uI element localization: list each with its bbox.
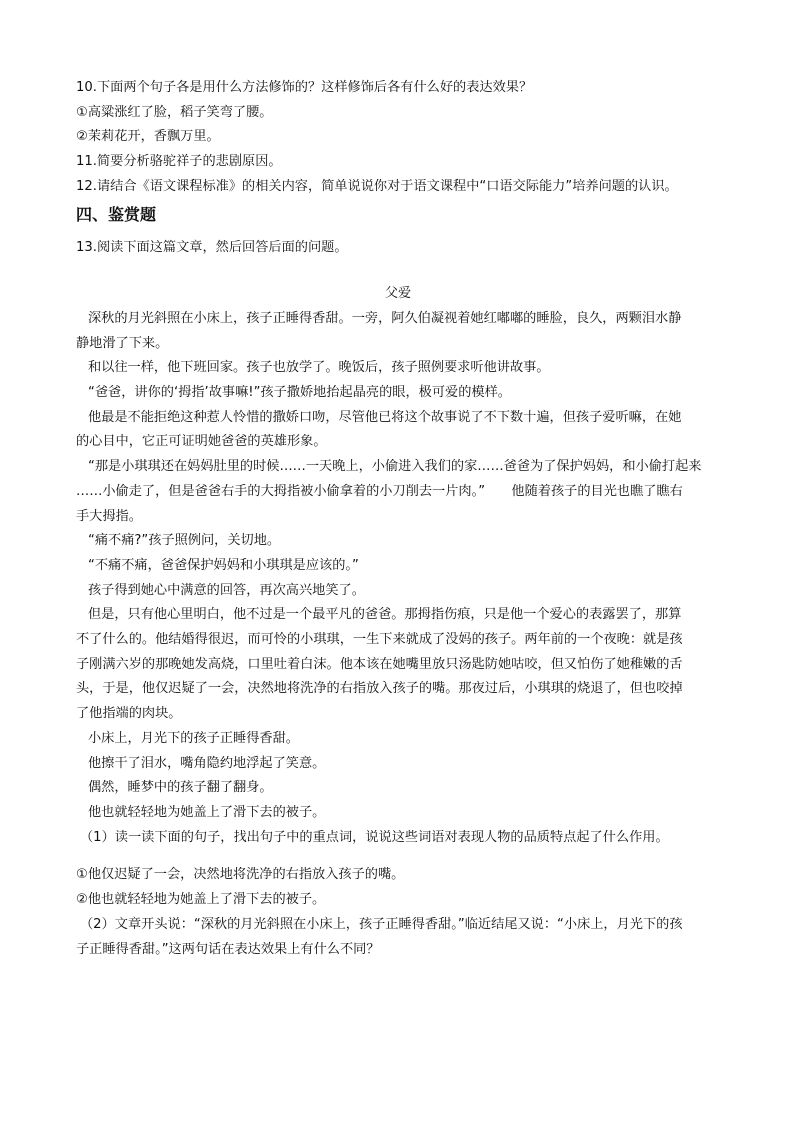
article-paragraph-6: “痛不痛?”孩子照例问，关切地。 xyxy=(88,533,281,549)
subquestion-2-line-1: （2）文章开头说：“深秋的月光斜照在小床上，孩子正睡得香甜。”临近结尾又说：“小床上，月光下的孩 xyxy=(80,916,683,932)
article-title: 父爱 xyxy=(384,286,412,302)
subquestion-1: （1）读一读下面的句子，找出句子中的重点词，说说这些词语对表现人物的品质特点起了什么作用。 xyxy=(80,829,669,845)
article-paragraph-2: 和以往一样，他下班回家。孩子也放学了。晚饭后，孩子照例要求听他讲故事。 xyxy=(88,360,550,376)
article-paragraph-11: 他擦干了泪水，嘴角隐约地浮起了笑意。 xyxy=(88,755,326,771)
article-paragraph-9-line-4: 头，于是，他仅迟疑了一会，决然地将洗净的右指放入孩子的嘴。那夜过后，小琪琪的烧退了，但也咬掉 xyxy=(76,681,683,697)
question-10-sentence-1: ①高粱涨红了脸，稻子笑弯了腰。 xyxy=(76,104,273,120)
subquestion-1-sentence-b: ②他也就轻轻地为她盖上了滑下去的被子。 xyxy=(76,892,326,908)
article-paragraph-5-line-1: “那是小琪琪还在妈妈肚里的时候……一天晚上，小偷进入我们的家……爸爸为了保护妈妈，和小偷打起来 xyxy=(88,459,702,475)
article-paragraph-5-line-3: 手大拇指。 xyxy=(76,508,142,524)
article-paragraph-9-line-2: 不了什么的。他结婚得很迟，而可怜的小琪琪，一生下来就成了没妈的孩子。两年前的一个夜晚：就是孩 xyxy=(76,632,683,648)
article-paragraph-9-line-1: 但是，只有他心里明白，他不过是一个最平凡的爸爸。那拇指伤痕，只是他一个爱心的表露罢了，那算 xyxy=(88,607,682,623)
article-paragraph-1-line-2: 静地滑了下来。 xyxy=(76,335,169,351)
section-4-heading: 四、鉴赏题 xyxy=(76,204,157,224)
article-paragraph-13: 他也就轻轻地为她盖上了滑下去的被子。 xyxy=(88,804,326,820)
article-paragraph-1-line-1: 深秋的月光斜照在小床上，孩子正睡得香甜。一旁，阿久伯凝视着她红嘟嘟的睡脸，良久，两颗泪水静 xyxy=(88,310,682,326)
subquestion-1-sentence-a: ①他仅迟疑了一会，决然地将洗净的右指放入孩子的嘴。 xyxy=(76,867,405,883)
article-paragraph-8: 孩子得到她心中满意的回答，再次高兴地笑了。 xyxy=(88,582,365,598)
article-paragraph-10: 小床上，月光下的孩子正睡得香甜。 xyxy=(88,730,299,746)
subquestion-2-line-2: 子正睡得香甜。”这两句话在表达效果上有什么不同？ xyxy=(76,941,380,957)
article-paragraph-7: “不痛不痛，爸爸保护妈妈和小琪琪是应该的。” xyxy=(88,557,359,573)
question-10-sentence-2: ②茉莉花开，香飘万里。 xyxy=(76,129,220,145)
question-11: 11.简要分析骆驼祥子的悲剧原因。 xyxy=(76,154,282,170)
article-paragraph-9-line-3: 子刚满六岁的那晚她发高烧，口里吐着白沫。他本该在她嘴里放只汤匙防她咕咬，但又怕伤了她稚嫩的舌 xyxy=(76,656,683,672)
article-paragraph-12: 偶然，睡梦中的孩子翻了翻身。 xyxy=(88,780,273,796)
question-13: 13.阅读下面这篇文章，然后回答后面的问题。 xyxy=(76,239,348,255)
article-body xyxy=(76,307,720,826)
article-paragraph-4-line-1: 他最是不能拒绝这种惹人怜惜的撒娇口吻，尽管他已将这个故事说了不下数十遍，但孩子爱听嘛，在她 xyxy=(88,409,682,425)
article-paragraph-4-line-2: 的心目中，它正可证明她爸爸的英雄形象。 xyxy=(76,434,327,450)
document-page xyxy=(76,76,720,962)
question-12: 12.请结合《语文课程标准》的相关内容，简单说说你对于语文课程中“口语交际能力”培养问题的认识。 xyxy=(76,178,678,194)
article-paragraph-3: “爸爸，讲你的‘拇指’故事嘛!”孩子撒娇地抬起晶亮的眼，极可爱的模样。 xyxy=(88,385,511,401)
article-paragraph-5-line-2: ……小偷走了，但是爸爸右手的大拇指被小偷拿着的小刀削去一片肉。” 他随着孩子的目光也瞧了瞧右 xyxy=(76,483,683,499)
article-paragraph-9-line-5: 了他指端的肉块。 xyxy=(76,706,182,722)
question-10: 10.下面两个句子各是用什么方法修饰的？这样修饰后各有什么好的表达效果？ xyxy=(76,80,533,95)
